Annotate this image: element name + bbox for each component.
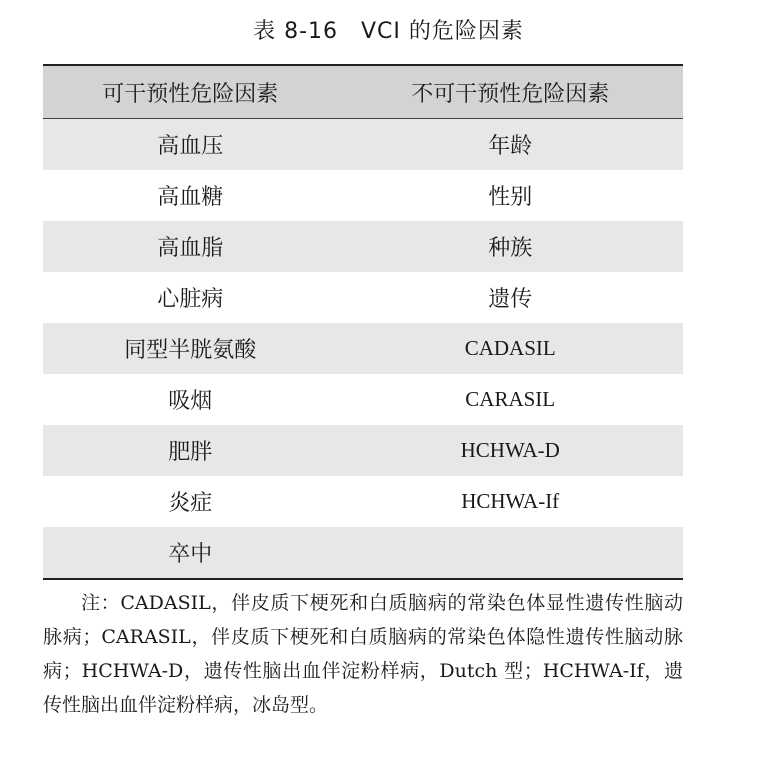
non-modifiable-factor: HCHWA-D	[337, 425, 683, 476]
table-footnote: 注：CADASIL，伴皮质下梗死和白质脑病的常染色体显性遗传性脑动脉病；CARASIL，伴皮质下梗死和白质脑病的常染色体隐性遗传性脑动脉病；HCHWA-D，遗传性脑出血伴淀粉样病，Dutch 型；HCHWA-If，遗传性脑出血伴淀粉样病，冰岛型。	[43, 592, 683, 716]
non-modifiable-factor: 种族	[337, 221, 683, 272]
table-row	[43, 476, 683, 527]
modifiable-factor: 高血脂	[43, 221, 337, 272]
table-row	[43, 425, 683, 476]
non-modifiable-factor: HCHWA-If	[337, 476, 683, 527]
table-row	[43, 323, 683, 374]
modifiable-factor: 卒中	[43, 527, 337, 578]
table-row	[43, 221, 683, 272]
table-caption: 表 8-16 VCI 的危险因素	[253, 19, 524, 44]
table-header-row	[43, 66, 683, 119]
non-modifiable-factor: 性别	[337, 170, 683, 221]
non-modifiable-factor: CADASIL	[337, 323, 683, 374]
table-row	[43, 374, 683, 425]
modifiable-factor: 高血压	[43, 119, 337, 171]
modifiable-factor: 肥胖	[43, 425, 337, 476]
non-modifiable-factor	[337, 527, 683, 578]
table-row	[43, 272, 683, 323]
risk-factor-table	[43, 64, 683, 580]
non-modifiable-factor: 年龄	[337, 119, 683, 171]
non-modifiable-factor: CARASIL	[337, 374, 683, 425]
modifiable-factor: 同型半胱氨酸	[43, 323, 337, 374]
table-row	[43, 527, 683, 578]
modifiable-factor: 心脏病	[43, 272, 337, 323]
header-modifiable: 可干预性危险因素	[43, 66, 337, 119]
modifiable-factor: 炎症	[43, 476, 337, 527]
modifiable-factor: 高血糖	[43, 170, 337, 221]
non-modifiable-factor: 遗传	[337, 272, 683, 323]
table-row	[43, 170, 683, 221]
header-non-modifiable: 不可干预性危险因素	[337, 66, 683, 119]
modifiable-factor: 吸烟	[43, 374, 337, 425]
table-row	[43, 119, 683, 171]
